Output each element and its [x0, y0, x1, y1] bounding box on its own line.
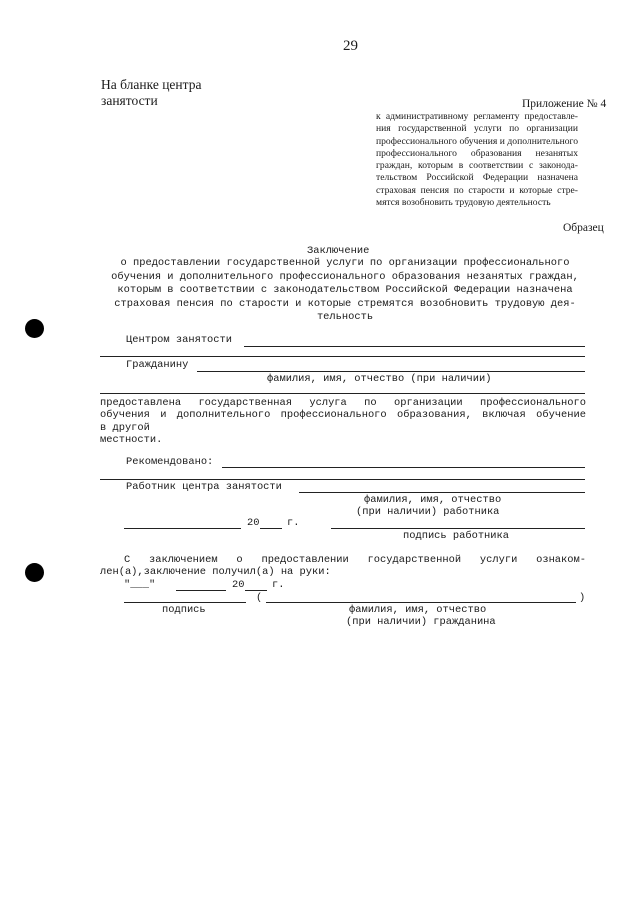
document-subtitle — [100, 257, 590, 325]
appendix-text — [376, 111, 578, 209]
subtitle-line: которым в соответствии с законодательством Российской Федерации назначена — [117, 284, 573, 297]
document-title: Заключение — [307, 245, 370, 257]
ack-year-prefix: 20 — [232, 579, 245, 591]
worker-year-prefix: 20 — [247, 517, 260, 529]
ack-name-line[interactable] — [266, 602, 576, 603]
appendix-line: граждан, которым в соответствии с законода- — [376, 160, 578, 172]
subtitle-line: тельность — [316, 311, 374, 324]
ack-paren-close: ) — [579, 592, 586, 604]
worker-signature-line[interactable] — [331, 528, 585, 529]
ack-name-caption-2: (при наличии) гражданина — [346, 616, 496, 628]
appendix-line: мятся возобновить трудовую деятельность — [376, 197, 551, 209]
ack-signature-line[interactable] — [124, 602, 246, 603]
appendix-title: Приложение № 4 — [522, 98, 607, 110]
subtitle-line: обучения и дополнительного профессионального образования незанятых граждан, — [111, 270, 579, 283]
citizen-label: Гражданину — [126, 359, 189, 371]
provided-text — [100, 397, 586, 446]
acknowledgement-line-2: лен(а),заключение получил(а) на руки: — [100, 566, 331, 578]
provided-line: предоставлена государственная услуга по организации профессионального — [100, 397, 586, 409]
citizen-input-line-2[interactable] — [100, 393, 585, 394]
letterhead-line-2: занятости — [101, 93, 158, 108]
worker-year-suffix: г. — [287, 517, 300, 529]
recommended-input-line-2[interactable] — [100, 479, 585, 480]
ack-date-quote: "___" — [124, 579, 156, 591]
center-label: Центром занятости — [126, 334, 233, 346]
center-input-line[interactable] — [244, 346, 585, 347]
worker-year-line[interactable] — [260, 528, 282, 529]
acknowledgement-text — [124, 554, 586, 566]
citizen-caption: фамилия, имя, отчество (при наличии) — [267, 373, 492, 385]
appendix-line: профессионального обучения и дополнительного — [376, 135, 578, 147]
worker-caption-2: (при наличии) работника — [356, 506, 500, 518]
letterhead-line-1: На бланке центра — [101, 77, 202, 92]
worker-signature-caption: подпись работника — [403, 530, 510, 542]
binder-hole — [25, 563, 44, 582]
sample-label: Образец — [563, 222, 604, 234]
provided-line: местности. — [100, 433, 163, 446]
ack-month-line[interactable] — [176, 590, 226, 591]
provided-line: в другой — [100, 421, 150, 434]
ack-signature-caption: подпись — [162, 604, 206, 616]
provided-line: обучения и дополнительного профессионального образования, включая обучение — [100, 409, 586, 422]
worker-input-line[interactable] — [299, 492, 585, 493]
binder-hole — [25, 319, 44, 338]
subtitle-line: о предоставлении государственной услуги по организации профессионального — [120, 257, 570, 269]
ack-year-line[interactable] — [245, 590, 267, 591]
ack-paren-open: ( — [256, 592, 263, 604]
appendix-line: ния государственной услуги по организации — [376, 123, 578, 135]
worker-date-line[interactable] — [124, 528, 241, 529]
ack-name-caption-1: фамилия, имя, отчество — [349, 604, 487, 616]
citizen-input-line[interactable] — [197, 371, 585, 372]
recommended-label: Рекомендовано: — [126, 456, 214, 468]
worker-label: Работник центра занятости — [126, 481, 282, 493]
acknowledgement-line: С заключением о предоставлении государственной услуги ознаком- — [124, 554, 586, 566]
page-number: 29 — [343, 38, 358, 54]
appendix-line: к административному регламенту предоставле- — [376, 111, 578, 122]
subtitle-line: страховая пенсия по старости и которые стремятся возобновить трудовую дея- — [114, 297, 576, 310]
appendix-line: тельством Российской Федерации назначена — [376, 172, 578, 184]
appendix-line: профессионального образования незанятых — [376, 147, 578, 159]
recommended-input-line[interactable] — [222, 467, 585, 468]
ack-year-suffix: г. — [272, 579, 285, 591]
worker-caption-1: фамилия, имя, отчество — [364, 494, 502, 506]
center-input-line-2[interactable] — [100, 356, 585, 357]
appendix-line: страховая пенсия по старости и которые стре- — [376, 184, 578, 196]
